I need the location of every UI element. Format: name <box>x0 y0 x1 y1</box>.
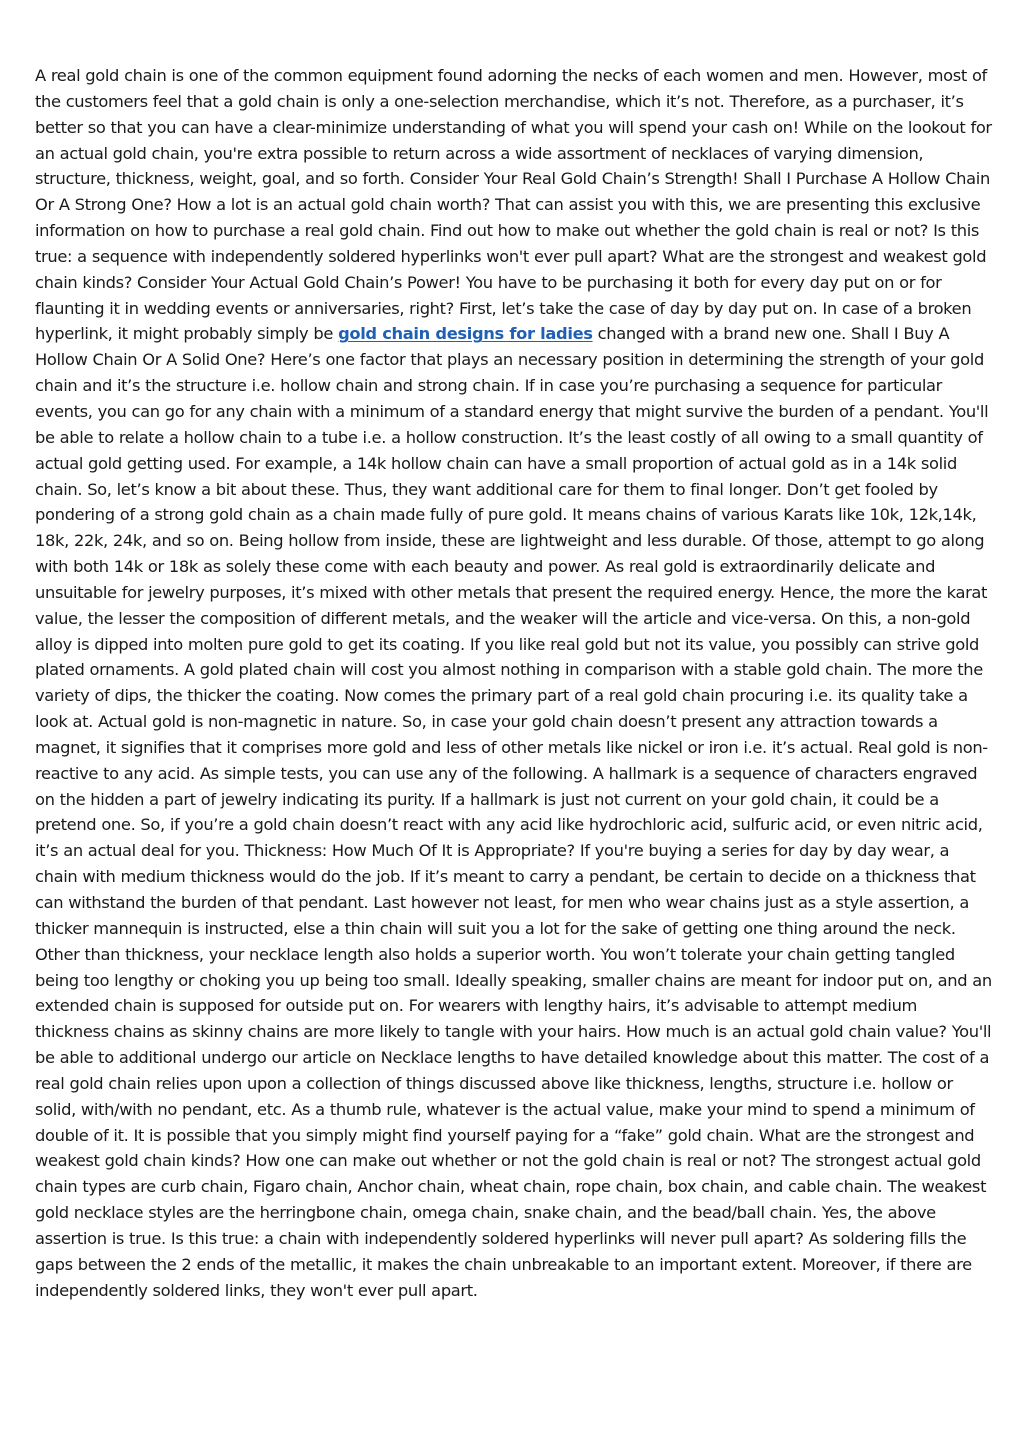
document-page <box>35 63 993 1304</box>
article-paragraph <box>35 63 993 1304</box>
paragraph-text-end: changed with a brand new one. Shall I Buy A Hollow Chain Or A Solid One? Here’s one factor that plays an necessary position in determining the strength of your gold chain and it’s the structure i.e. hollow chain and strong chain. If in case you’re purchasing a sequence for particular events, you can go for any chain with a minimum of a standard energy that might survive the burden of a pendant. You'll be able to relate a hollow chain to a tube i.e. a hollow construction. It’s the least costly of all owing to a small quantity of actual gold getting used. For example, a 14k hollow chain can have a small proportion of actual gold as in a 14k solid chain. So, let’s know a bit about these. Thus, they want additional care for them to final longer. Don’t get fooled by pondering of a strong gold chain as a chain made fully of pure gold. It means chains of various Karats like 10k, 12k,14k, 18k, 22k, 24k, and so on. Being hollow from inside, these are lightweight and less durable. Of those, attempt to go along with both 14k or 18k as solely these come with each beauty and power. As real gold is extraordinarily delicate and unsuitable for jewelry purposes, it’s mixed with other metals that present the required energy. Hence, the more the karat value, the lesser the composition of different metals, and the weaker will the article and vice-versa. On this, a non-gold alloy is dipped into molten pure gold to get its coating. If you like real gold but not its value, you possibly can strive gold plated ornaments. A gold plated chain will cost you almost nothing in comparison with a stable gold chain. The more the variety of dips, the thicker the coating. Now comes the primary part of a real gold chain procuring i.e. its quality take a look at. Actual gold is non-magnetic in nature. So, in case your gold chain doesn’t present any attraction towards a magnet, it signifies that it comprises more gold and less of other metals like nickel or iron i.e. it’s actual. Real gold is non-reactive to any acid. As simple tests, you can use any of the following. A hallmark is a sequence of characters engraved on the hidden a part of jewelry indicating its purity. If a hallmark is just not current on your gold chain, it could be a pretend one. So, if you’re a gold chain doesn’t react with any acid like hydrochloric acid, sulfuric acid, or even nitric acid, it’s an actual deal for you. Thickness: How Much Of It is Appropriate? If you're buying a series for day by day wear, a chain with medium thickness would do the job. If it’s meant to carry a pendant, be certain to decide on a thickness that can withstand the burden of that pendant. Last however not least, for men who wear chains just as a style assertion, a thicker mannequin is instructed, else a thin chain will suit you a lot for the sake of getting one thing around the neck. Other than thickness, your necklace length also holds a superior worth. You won’t tolerate your chain getting tangled being too lengthy or choking you up being too small. Ideally speaking, smaller chains are meant for indoor put on, and an extended chain is supposed for outside put on. For wearers with lengthy hairs, it’s advisable to attempt medium thickness chains as skinny chains are more likely to tangle with your hairs. How much is an actual gold chain value? You'll be able to additional undergo our article on Necklace lengths to have detailed knowledge about this matter. The cost of a real gold chain relies upon upon a collection of things discussed above like thickness, lengths, structure i.e. hollow or solid, with/with no pendant, etc. As a thumb rule, whatever is the actual value, make your mind to spend a minimum of double of it. It is possible that you simply might find yourself paying for a “fake” gold chain. What are the strongest and weakest gold chain kinds? How one can make out whether or not the gold chain is real or not? The strongest actual gold chain types are curb chain, Figaro chain, Anchor chain, wheat chain, rope chain, box chain, and cable chain. The weakest gold necklace styles are the herringbone chain, omega chain, snake chain, and the bead/ball chain. Yes, the above assertion is true. Is this true: a chain with independently soldered hyperlinks will never pull apart? As soldering fills the gaps between the 2 ends of the metallic, it makes the chain unbreakable to an important extent. Moreover, if there are independently soldered links, they won't ever pull apart. <box>35 324 992 1300</box>
paragraph-text-start: A real gold chain is one of the common equipment found adorning the necks of each women and men. However, most of the customers feel that a gold chain is only a one-selection merchandise, which it’s not. Therefore, as a purchaser, it’s better so that you can have a clear-minimize understanding of what you will spend your cash on! While on the lookout for an actual gold chain, you're extra possible to return across a wide assortment of necklaces of varying dimension, structure, thickness, weight, goal, and so forth. Consider Your Real Gold Chain’s Strength! Shall I Purchase A Hollow Chain Or A Strong One? How a lot is an actual gold chain worth? That can assist you with this, we are presenting this exclusive information on how to purchase a real gold chain. Find out how to make out whether the gold chain is real or not? Is this true: a sequence with independently soldered hyperlinks won't ever pull apart? What are the strongest and weakest gold chain kinds? Consider Your Actual Gold Chain’s Power! You have to be purchasing it both for every day put on or for flaunting it in wedding events or anniversaries, right? First, let’s take the case of day by day put on. In case of a broken hyperlink, it might probably simply be <box>35 66 992 344</box>
gold-chain-designs-link[interactable]: gold chain designs for ladies <box>338 324 593 344</box>
